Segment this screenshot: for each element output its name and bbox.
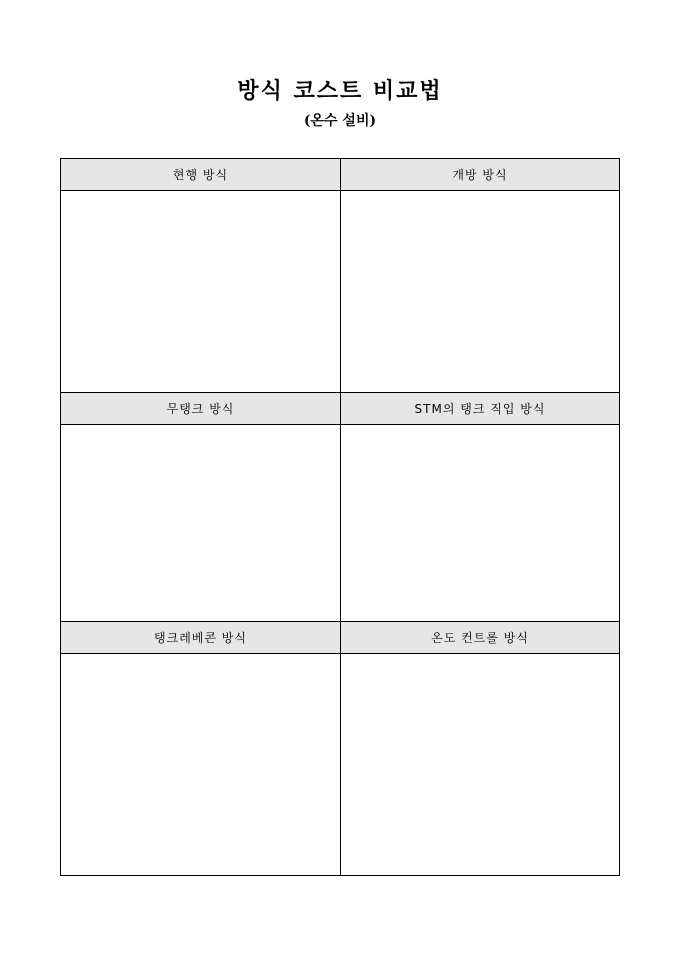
section-header: 현행 방식 — [61, 159, 340, 191]
section-tank-level-control-method — [61, 622, 341, 875]
section-tankless-method — [61, 393, 341, 622]
comparison-table — [60, 158, 620, 876]
section-header: 온도 컨트롤 방식 — [341, 622, 619, 654]
section-header: 탱크레베콘 방식 — [61, 622, 340, 654]
section-header: 무탱크 방식 — [61, 393, 340, 425]
section-stm-direct-tank-method — [341, 393, 619, 622]
section-body[interactable] — [341, 425, 619, 621]
section-header: 개방 방식 — [341, 159, 619, 191]
section-open-method — [341, 159, 619, 393]
section-current-method — [61, 159, 341, 393]
section-body[interactable] — [61, 425, 340, 621]
section-body[interactable] — [61, 191, 340, 392]
section-temperature-control-method — [341, 622, 619, 875]
page-subtitle: (온수 설비) — [303, 113, 377, 129]
page-title: 방식 코스트 비교법 — [237, 78, 443, 104]
section-body[interactable] — [341, 654, 619, 875]
section-body[interactable] — [341, 191, 619, 392]
section-header: STM의 탱크 직입 방식 — [341, 393, 619, 425]
section-body[interactable] — [61, 654, 340, 875]
